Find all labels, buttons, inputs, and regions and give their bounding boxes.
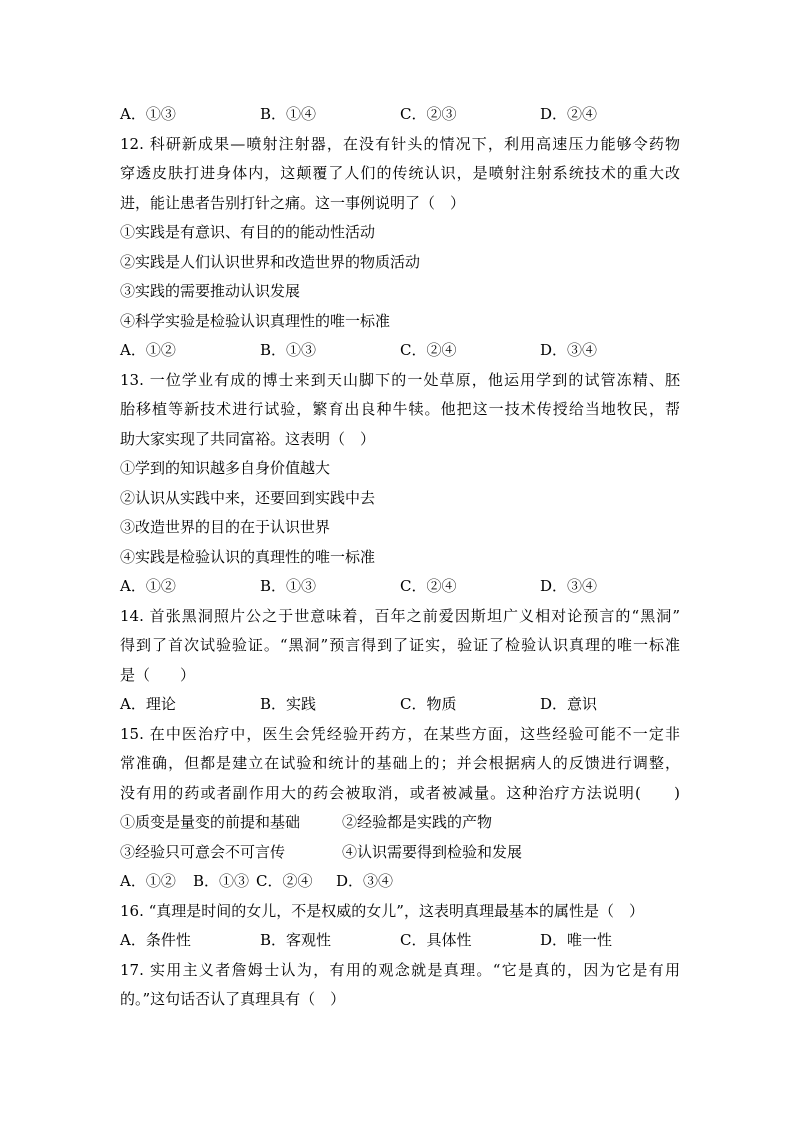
q15-options [120, 867, 680, 897]
question-13 [120, 366, 680, 602]
q12-option-a: A．①② [120, 341, 176, 359]
q12-option-b: B．①③ [260, 341, 317, 359]
q13-statement-4: ④实践是检验认识的真理性的唯一标准 [120, 547, 376, 566]
q13-option-d: D．③④ [540, 577, 598, 595]
q12-option-d: D．③④ [540, 341, 598, 359]
question-14 [120, 602, 680, 720]
q13-statement-3: ③改造世界的目的在于认识世界 [120, 518, 331, 536]
q14-stem-line-1: 14. 首张黑洞照片公之于世意味着，百年之前爱因斯坦广义相对论预言的“黑洞” [120, 606, 680, 625]
q14-option-c: C．物质 [400, 695, 457, 713]
question-17 [120, 956, 680, 1015]
q12-option-c: C．②④ [400, 341, 457, 359]
question-16 [120, 897, 680, 956]
q16-option-c: C．具体性 [400, 931, 472, 949]
q15-option-a: A．①② [120, 872, 176, 890]
q16-option-a: A．条件性 [120, 931, 191, 949]
q15-option-d: D．③④ [336, 872, 394, 890]
q14-option-b: B．实践 [260, 695, 317, 713]
q12-statement-1: ①实践是有意识、有目的的能动性活动 [120, 223, 376, 241]
q12-stem-line-2: 穿透皮肤打进身体内，这颠覆了人们的传统认识，是喷射注射系统技术的重大改 [120, 164, 680, 182]
q14-option-a: A．理论 [120, 695, 176, 713]
q11-option-c: C．②③ [400, 105, 457, 123]
q15-statement-1: ①质变是量变的前提和基础 [120, 813, 301, 831]
q13-statement-1: ①学到的知识越多自身价值越大 [120, 459, 331, 477]
q11-option-a: A．①③ [120, 105, 176, 123]
q13-option-b: B．①③ [260, 577, 317, 595]
q15-stem-line-3: 没有用的药或者副作用大的药会被取消，或者被减量。这种治疗方法说明( ) [120, 783, 680, 802]
q12-stem-line-1: 12. 科研新成果—喷射注射器，在没有针头的情况下，利用高速压力能够令药物 [120, 134, 680, 153]
q17-stem-line-1: 17. 实用主义者詹姆士认为，有用的观念就是真理。“它是真的，因为它是有用 [120, 960, 680, 979]
q15-statement-4: ④认识需要得到检验和发展 [342, 842, 523, 861]
q14-stem-line-3: 是（ ） [120, 665, 196, 684]
q12-statement-2: ②实践是人们认识世界和改造世界的物质活动 [120, 252, 421, 271]
q12-statement-4: ④科学实验是检验认识真理性的唯一标准 [120, 311, 391, 330]
q13-stem-line-1: 13. 一位学业有成的博士来到天山脚下的一处草原，他运用学到的试管冻精、胚 [120, 370, 680, 389]
q13-stem-line-3: 助大家实现了共同富裕。这表明（ ） [120, 429, 376, 448]
q12-options [120, 336, 680, 366]
q15-statement-row-2 [120, 838, 680, 868]
q13-options [120, 572, 680, 602]
q14-stem-line-2: 得到了首次试验验证。“黑洞”预言得到了证实，验证了检验认识真理的唯一标准 [120, 636, 680, 654]
q13-option-c: C．②④ [400, 577, 457, 595]
q16-stem-line-1: 16. “真理是时间的女儿，不是权威的女儿”，这表明真理最基本的属性是（ ） [120, 901, 644, 920]
q16-options [120, 926, 680, 956]
q15-statement-3: ③经验只可意会不可言传 [120, 842, 286, 861]
q15-stem-line-2: 常准确，但都是建立在试验和统计的基础上的；并会根据病人的反馈进行调整， [120, 754, 680, 772]
q15-statement-2: ②经验都是实践的产物 [342, 813, 493, 831]
question-15 [120, 720, 680, 897]
q12-stem-line-3: 进，能让患者告别打针之痛。这一事例说明了（ ） [120, 193, 466, 212]
q14-option-d: D．意识 [540, 695, 598, 713]
q11-option-b: B．①④ [260, 105, 317, 123]
q11-options [120, 100, 680, 130]
q16-option-b: B．客观性 [260, 931, 332, 949]
q11-option-d: D．②④ [540, 105, 598, 123]
q13-stem-line-2: 胎移植等新技术进行试验，繁育出良种牛犊。他把这一技术传授给当地牧民，帮 [120, 400, 680, 418]
q15-stem-line-1: 15. 在中医治疗中，医生会凭经验开药方，在某些方面，这些经验可能不一定非 [120, 724, 680, 743]
q15-option-c: C．②④ [256, 872, 313, 890]
q15-statement-row-1 [120, 808, 680, 838]
question-list [120, 100, 680, 1015]
question-12 [120, 130, 680, 366]
q13-statement-2: ②认识从实践中来，还要回到实践中去 [120, 488, 376, 507]
q14-options [120, 690, 680, 720]
q17-stem-line-2: 的。”这句话否认了真理具有（ ） [120, 990, 346, 1008]
q13-option-a: A．①② [120, 577, 176, 595]
q12-statement-3: ③实践的需要推动认识发展 [120, 282, 301, 300]
q15-option-b: B．①③ [193, 872, 250, 890]
q16-option-d: D．唯一性 [540, 931, 613, 949]
